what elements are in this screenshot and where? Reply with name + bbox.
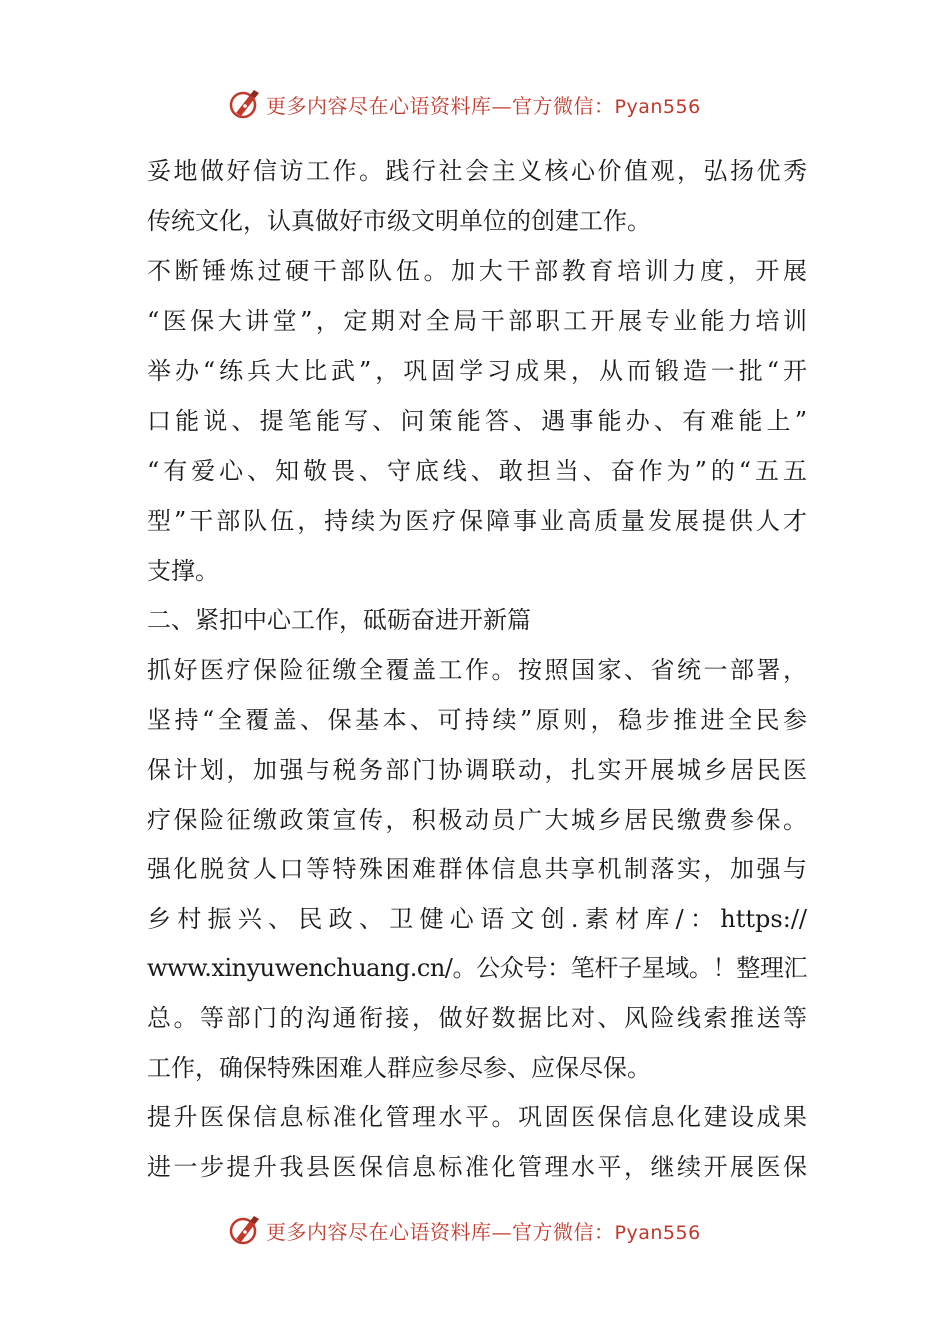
footer-banner-wechat-id: Pyan556 [614, 1221, 701, 1244]
body-line: 不断锤炼过硬干部队伍。加大干部教育培训力度，开展 [147, 257, 807, 285]
footer-watermark-banner [228, 1212, 728, 1248]
body-line: 举办“练兵大比武”，巩固学习成果，从而锻造一批“开 [147, 357, 807, 385]
body-line-link: 乡村振兴、民政、卫健心语文创.素材库/：https:// [147, 905, 807, 933]
body-line: 进一步提升我县医保信息标准化管理水平，继续开展医保 [147, 1153, 807, 1181]
section-heading: 二、紧扣中心工作，砥砺奋进开新篇 [147, 606, 531, 634]
body-line-url: www.xinyuwenchuang.cn/。公众号：笔杆子星域。！整理汇 [147, 954, 807, 982]
body-line: 总。等部门的沟通衔接，做好数据比对、风险线索推送等 [147, 1004, 807, 1032]
body-line: 坚持“全覆盖、保基本、可持续”原则，稳步推进全民参 [147, 706, 807, 734]
footer-banner-text [266, 1216, 701, 1245]
body-line: 工作，确保特殊困难人群应参尽参、应保尽保。 [147, 1054, 651, 1082]
body-line: 型”干部队伍，持续为医疗保障事业高质量发展提供人才 [147, 507, 807, 535]
body-line: 口能说、提笔能写、问策能答、遇事能办、有难能上” [147, 407, 807, 435]
body-line: 强化脱贫人口等特殊困难群体信息共享机制落实，加强与 [147, 855, 807, 883]
body-line: 抓好医疗保险征缴全覆盖工作。按照国家、省统一部署， [147, 656, 807, 684]
header-banner-cn: 更多内容尽在心语资料库—官方微信： [266, 93, 615, 118]
body-line: 提升医保信息标准化管理水平。巩固医保信息化建设成果 [147, 1103, 807, 1131]
header-watermark-banner [228, 86, 728, 122]
body-line: 传统文化，认真做好市级文明单位的创建工作。 [147, 207, 651, 235]
header-banner-text [266, 90, 701, 119]
body-line: “医保大讲堂”，定期对全局干部职工开展专业能力培训 [147, 307, 807, 335]
body-line: “有爱心、知敬畏、守底线、敢担当、奋作为”的“五五 [147, 457, 807, 485]
body-line: 保计划，加强与税务部门协调联动，扎实开展城乡居民医 [147, 756, 807, 784]
body-line: 支撑。 [147, 557, 219, 585]
body-line: 疗保险征缴政策宣传，积极动员广大城乡居民缴费参保。 [147, 806, 807, 834]
header-banner-wechat-id: Pyan556 [614, 95, 701, 118]
footer-banner-cn: 更多内容尽在心语资料库—官方微信： [266, 1219, 615, 1244]
pen-nib-circle-icon [228, 87, 262, 121]
body-line: 妥地做好信访工作。践行社会主义核心价值观，弘扬优秀 [147, 157, 807, 185]
pen-nib-circle-icon [228, 1213, 262, 1247]
